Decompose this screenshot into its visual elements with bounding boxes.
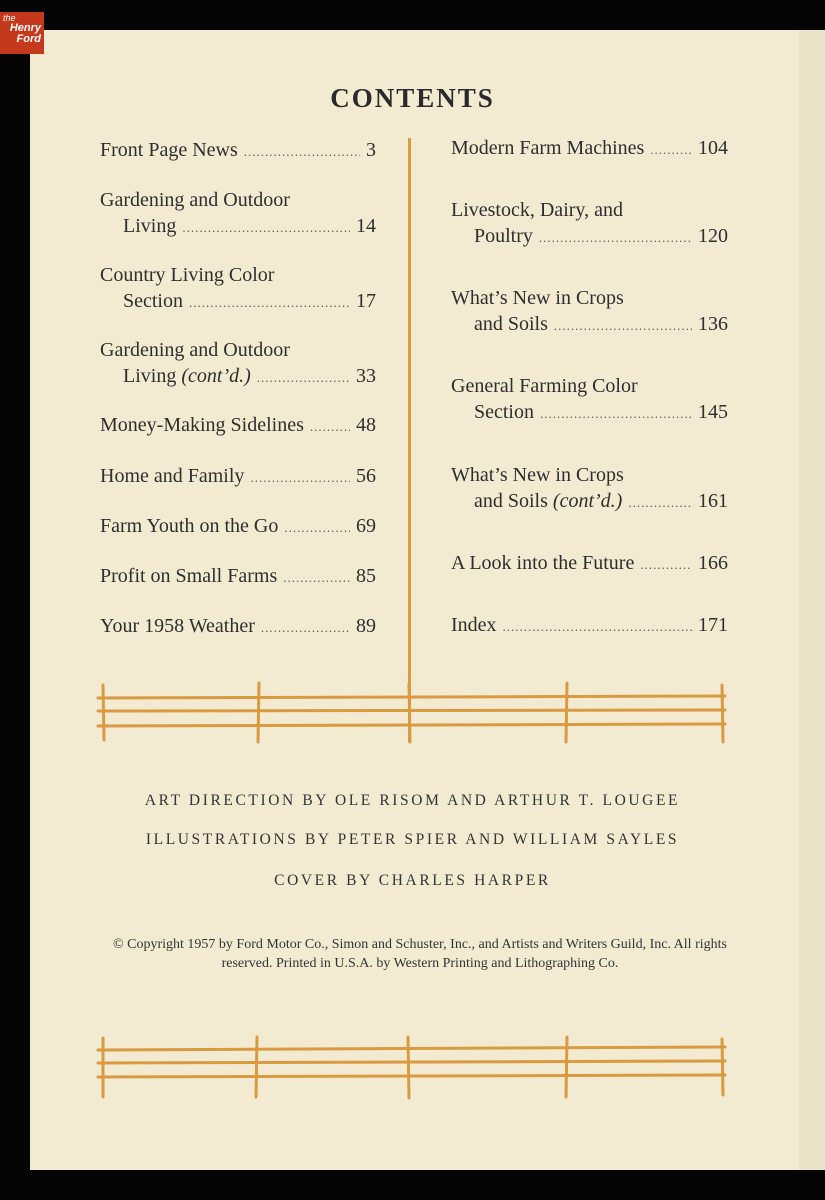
toc-label-line1: General Farming Color	[451, 375, 638, 397]
toc-page-number: 136	[698, 313, 728, 335]
toc-label-line1: Gardening and Outdoor	[100, 339, 290, 361]
toc-page-number: 145	[698, 401, 728, 423]
toc-label-line1: Livestock, Dairy, and	[451, 199, 623, 221]
toc-label-line1: What’s New in Crops	[451, 287, 624, 309]
logo-text-ford: Ford	[16, 33, 41, 45]
leader-dots	[257, 365, 350, 391]
toc-page-number: 33	[356, 365, 376, 387]
toc-entry-future[interactable]	[451, 550, 728, 578]
logo-text-the: the	[3, 13, 16, 23]
leader-dots	[628, 490, 692, 516]
leader-dots	[189, 290, 350, 316]
toc-page-number: 166	[698, 552, 728, 574]
toc-entry-profit-small-farms[interactable]	[100, 563, 376, 591]
toc-entry-crops-soils-contd[interactable]	[451, 462, 728, 516]
toc-entry-farm-machines[interactable]	[451, 135, 728, 163]
toc-entry-country-living[interactable]	[100, 262, 376, 316]
toc-page-number: 56	[356, 465, 376, 487]
toc-label: Farm Youth on the Go	[100, 515, 279, 537]
toc-label: Your 1958 Weather	[100, 615, 255, 637]
leader-dots	[310, 414, 350, 440]
toc-entry-livestock[interactable]	[451, 197, 728, 251]
toc-label-suffix: (cont’d.)	[181, 365, 251, 387]
toc-entry-general-farming[interactable]	[451, 373, 728, 427]
leader-dots	[540, 401, 692, 427]
toc-page-number: 89	[356, 615, 376, 637]
page-title: CONTENTS	[330, 83, 495, 113]
toc-label: Money-Making Sidelines	[100, 414, 304, 436]
toc-label-line2: Living	[123, 365, 177, 387]
toc-page-number: 104	[698, 137, 728, 159]
toc-entry-home-family[interactable]	[100, 463, 376, 491]
toc-page-number: 48	[356, 414, 376, 436]
leader-dots	[244, 139, 360, 165]
toc-page-number: 171	[698, 614, 728, 636]
toc-page-number: 85	[356, 565, 376, 587]
henry-ford-logo	[0, 12, 44, 54]
fence-illustration-top	[95, 680, 735, 745]
toc-label: Front Page News	[100, 139, 238, 161]
fence-illustration-bottom	[95, 1035, 735, 1105]
leader-dots	[539, 225, 692, 251]
toc-entry-gardening[interactable]	[100, 187, 376, 241]
toc-label-suffix: (cont’d.)	[552, 490, 623, 512]
toc-entry-money-making[interactable]	[100, 412, 376, 440]
toc-label-line2: Section	[123, 290, 183, 312]
copyright-notice: © Copyright 1957 by Ford Motor Co., Simon and Schuster, Inc., and Artists and Writers Guild, Inc. All rights reserved. Printed in U.S.A. by Western Printing and Lithographing Co.	[113, 937, 727, 971]
leader-dots	[283, 565, 350, 591]
logo-text-henry: Henry	[9, 22, 41, 34]
toc-label-line2: Section	[474, 401, 534, 423]
toc-page-number: 120	[698, 225, 728, 247]
toc-label-line2: and Soils	[474, 490, 548, 512]
leader-dots	[554, 313, 692, 339]
leader-dots	[503, 614, 692, 640]
toc-label-line1: Gardening and Outdoor	[100, 189, 290, 211]
toc-label-line2: Living	[123, 215, 177, 237]
leader-dots	[650, 137, 692, 163]
credit-art-direction: ART DIRECTION BY OLE RISOM AND ARTHUR T. LOUGEE	[144, 792, 681, 809]
leader-dots	[640, 552, 692, 578]
leader-dots	[284, 515, 350, 541]
toc-entry-gardening-contd[interactable]	[100, 337, 376, 391]
toc-entry-index[interactable]	[451, 612, 728, 640]
toc-page-number: 3	[366, 139, 376, 161]
toc-label: A Look into the Future	[451, 552, 635, 574]
toc-label: Modern Farm Machines	[451, 137, 645, 159]
toc-label-line1: Country Living Color	[100, 264, 275, 286]
toc-page-number: 17	[356, 290, 376, 312]
leader-dots	[250, 465, 350, 491]
toc-label: Profit on Small Farms	[100, 565, 278, 587]
leader-dots	[182, 215, 350, 241]
toc-label: Index	[451, 614, 497, 636]
column-divider	[408, 138, 411, 742]
toc-entry-front-page-news[interactable]	[100, 137, 376, 165]
toc-entry-crops-soils[interactable]	[451, 285, 728, 339]
leader-dots	[261, 615, 350, 641]
toc-entry-farm-youth[interactable]	[100, 513, 376, 541]
credit-cover: COVER BY CHARLES HARPER	[274, 872, 551, 889]
toc-label-line2: and Soils	[474, 313, 548, 335]
toc-label-line1: What’s New in Crops	[451, 464, 624, 486]
page-edge	[799, 30, 825, 1170]
toc-entry-weather[interactable]	[100, 613, 376, 641]
toc-page-number: 14	[356, 215, 376, 237]
credit-illustrations: ILLUSTRATIONS BY PETER SPIER AND WILLIAM SAYLES	[145, 831, 680, 848]
toc-label: Home and Family	[100, 465, 245, 487]
toc-page-number: 161	[698, 490, 728, 512]
toc-page-number: 69	[356, 515, 376, 537]
toc-label-line2: Poultry	[474, 225, 533, 247]
